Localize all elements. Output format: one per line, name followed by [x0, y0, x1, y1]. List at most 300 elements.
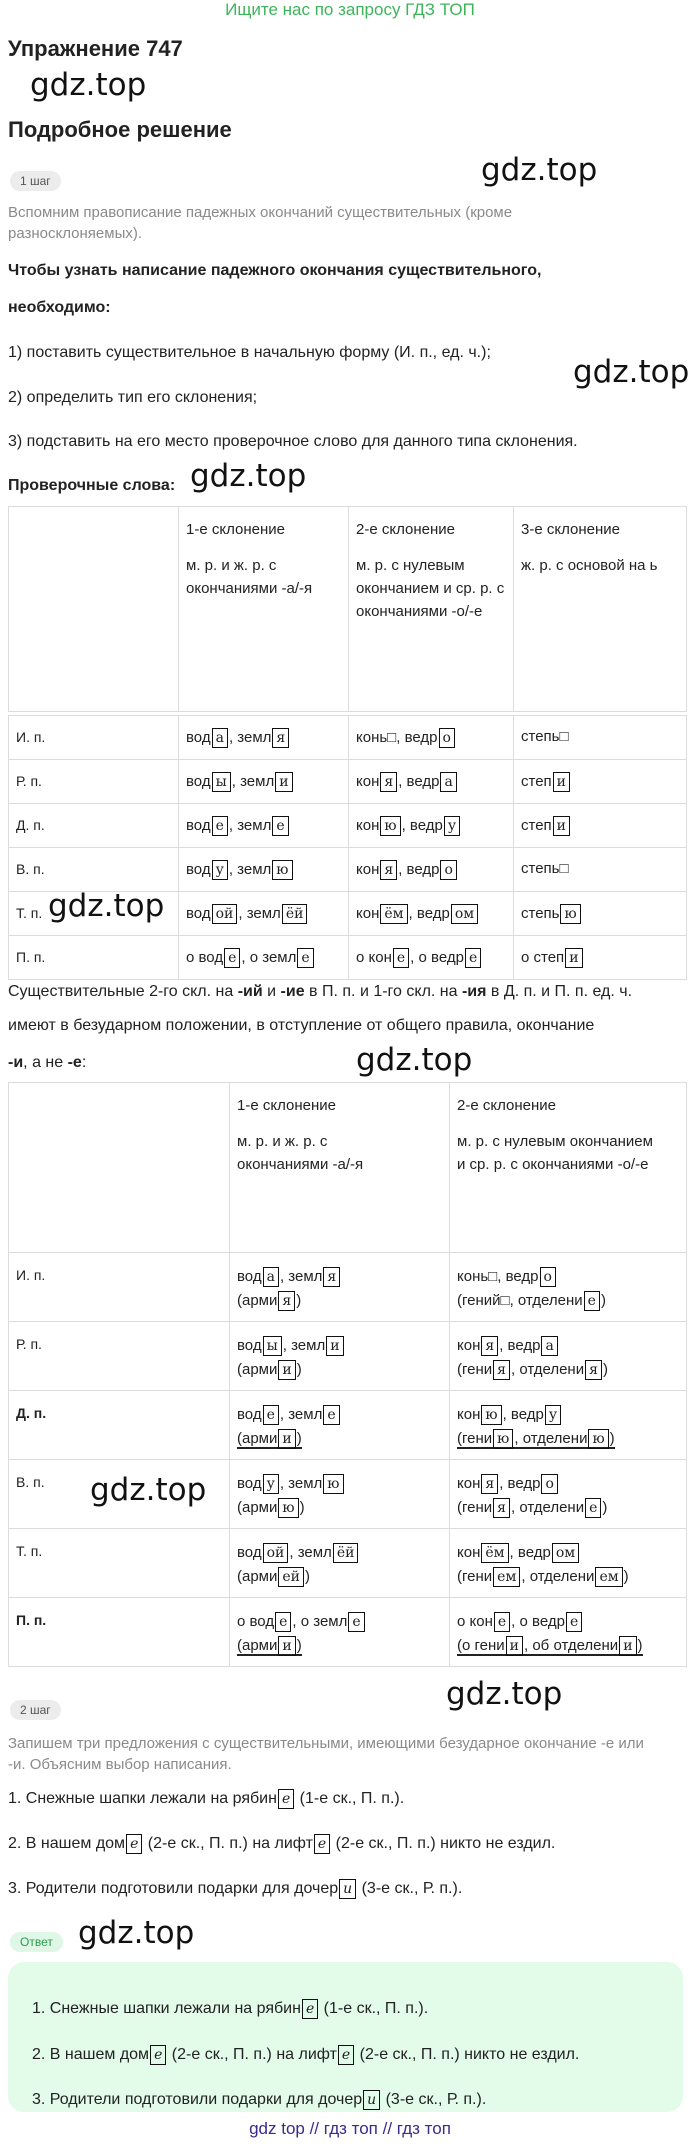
sentence: [8, 1834, 555, 1854]
sentence-text: (2-е ск., П. п.) на лифт: [143, 1835, 313, 1852]
word: [356, 773, 398, 790]
declension-3-cell: [514, 936, 687, 980]
word: [457, 1613, 511, 1630]
word-stem: земл: [246, 905, 281, 922]
answer-sentence: [32, 2045, 579, 2065]
word-stem: кон: [457, 1337, 481, 1354]
ending-box: ю: [560, 904, 580, 924]
word: [356, 905, 409, 922]
ending-box: я: [323, 1267, 340, 1287]
ending-box: о: [541, 1474, 557, 1494]
ending-box: я: [380, 772, 397, 792]
declension-1-cell: [230, 1529, 450, 1598]
column-header-title: 3-е склонение: [521, 521, 620, 538]
word-stem: вод: [237, 1268, 262, 1285]
word-stem: отделени: [519, 1499, 585, 1516]
rule-item: 1) поставить существительное в начальную форму (И. п., ед. ч.);: [8, 344, 491, 361]
word-stem: ): [296, 1637, 302, 1654]
word-stem: ведр: [505, 1268, 539, 1285]
note-paragraph: [8, 980, 688, 1003]
word: [186, 773, 232, 790]
word: [457, 1568, 521, 1585]
word-stem: земл: [291, 1337, 326, 1354]
ending-box: е: [494, 1612, 510, 1632]
note-text: , а не: [23, 1054, 68, 1071]
word: [405, 729, 456, 746]
word-stem: земл: [288, 1268, 323, 1285]
word-stem: ведр: [406, 861, 440, 878]
word-stem: о кон: [457, 1613, 493, 1630]
sentence-text: (3-е ск., Р. п.).: [357, 1880, 463, 1897]
ending-box: ей: [278, 1567, 304, 1587]
word: [457, 1499, 511, 1516]
word: [457, 1361, 511, 1378]
note-ending: -е: [67, 1054, 82, 1071]
declension-1-cell: [230, 1598, 450, 1667]
ending-box: ю: [323, 1474, 343, 1494]
word-stem: (гений□,: [457, 1292, 514, 1309]
watermark: gdz.top: [356, 1042, 473, 1078]
sentence-text: (2-е ск., П. п.) никто не ездил.: [355, 2046, 580, 2063]
rule-item: 3) подставить на его место проверочное слово для данного типа склонения.: [8, 433, 578, 450]
word-stem: ): [299, 1499, 305, 1516]
word: [237, 1430, 302, 1449]
word: [521, 817, 571, 834]
word: [508, 1337, 559, 1354]
column-header: [349, 507, 514, 712]
step-intro: Запишем три предложения с существительными, имеющими безударное окончание -е или -и. Объясним выбор написания.: [8, 1735, 644, 1773]
word-stem: кон: [356, 905, 380, 922]
note-text: в Д. п. и П. п. ед. ч.: [486, 983, 633, 1000]
ending-box: а: [541, 1336, 557, 1356]
word: [521, 949, 584, 966]
word-stem: отделени: [517, 1292, 583, 1309]
ending-box: ы: [212, 772, 231, 792]
declension-2-cell: [450, 1529, 687, 1598]
ending-box: е: [224, 948, 240, 968]
word: [519, 1361, 608, 1378]
ending-box: е: [263, 1405, 279, 1425]
cell-line: кон я , ведр а: [457, 1334, 679, 1358]
declension-2-cell: [450, 1598, 687, 1667]
word: [410, 817, 461, 834]
word: [237, 1613, 292, 1630]
word-stem: вод: [237, 1337, 262, 1354]
word-stem: конь□: [356, 729, 397, 746]
step-chip: 2 шаг: [10, 1700, 61, 1720]
declension-table: [8, 506, 687, 712]
declension-1-cell: [230, 1253, 450, 1322]
word-stem: вод: [186, 861, 211, 878]
word-stem: ): [602, 1361, 608, 1378]
ending-box: у: [263, 1474, 279, 1494]
watermark: gdz.top: [190, 458, 307, 494]
word-stem: отделени: [519, 1361, 585, 1378]
word-stem: степ: [521, 817, 552, 834]
ending-box: ю: [380, 816, 400, 836]
word-stem: ): [637, 1637, 643, 1654]
declension-1-cell: вод е , земл е: [179, 804, 349, 848]
word-stem: о кон: [356, 949, 392, 966]
word: [407, 861, 458, 878]
ending-box: я: [585, 1360, 602, 1380]
word-stem: о земл: [249, 949, 297, 966]
note-ending: -и: [8, 1054, 24, 1071]
sentence-text: 3. Родители подготовили подарки для дочер: [32, 2091, 363, 2108]
ending-box: а: [212, 728, 228, 748]
word-stem: кон: [356, 773, 380, 790]
word-stem: ): [600, 1292, 606, 1309]
ending-box: а: [263, 1267, 279, 1287]
word: [457, 1292, 606, 1309]
word: [511, 1406, 562, 1423]
word-stem: (арми: [237, 1292, 278, 1309]
word: [288, 1268, 341, 1285]
column-header-title: 1-е склонение: [186, 521, 285, 538]
declension-2-cell: кон ю , ведр у: [349, 804, 514, 848]
ending-box: е: [126, 1834, 142, 1854]
ending-box: я: [278, 1291, 295, 1311]
ending-box: ы: [263, 1336, 282, 1356]
sentence-text: 1. Снежные шапки лежали на рябин: [32, 2000, 301, 2017]
word: [237, 1568, 310, 1585]
section-title: Подробное решение: [8, 117, 232, 142]
step-chip: 1 шаг: [10, 171, 61, 191]
word: [288, 1475, 344, 1492]
case-label: Т. п.: [9, 1529, 230, 1598]
word-stem: вод: [186, 773, 211, 790]
word: [457, 1544, 510, 1561]
word: [291, 1337, 344, 1354]
word-stem: ведр: [406, 773, 440, 790]
cell-line: [457, 1565, 679, 1589]
check-words-label: Проверочные слова:: [8, 477, 176, 494]
cell-line: [237, 1565, 442, 1589]
declension-1-cell: вод а , земл я: [179, 716, 349, 760]
word: [457, 1430, 514, 1447]
ending-box: ем: [595, 1567, 622, 1587]
table-row: [9, 716, 687, 760]
word: [237, 1361, 302, 1378]
cell-line: [457, 1427, 679, 1451]
word: [186, 729, 229, 746]
watermark: gdz.top: [573, 354, 690, 390]
declension-1-cell: [230, 1460, 450, 1529]
declension-1-cell: вод у , земл ю: [179, 848, 349, 892]
case-label: П. п.: [9, 1598, 230, 1667]
cell-line: о вод е , о земл е: [237, 1610, 442, 1634]
footer-links[interactable]: gdz top // гдз топ // гдз топ: [249, 2119, 451, 2138]
word-stem: отделени: [522, 1430, 588, 1447]
case-label: П. п.: [9, 936, 179, 980]
sentence: [8, 1879, 462, 1899]
word-stem: вод: [186, 905, 211, 922]
word-stem: ): [305, 1568, 310, 1585]
declension-3-cell: [514, 716, 687, 760]
word: [356, 861, 398, 878]
note-ending: -ия: [461, 983, 487, 1000]
answer-sentence: [32, 1999, 428, 2019]
ending-box: и: [278, 1360, 295, 1380]
word-stem: ведр: [507, 1337, 541, 1354]
ending-box: е: [314, 1834, 330, 1854]
cell-line: [457, 1265, 679, 1289]
word-stem: степь□: [521, 728, 569, 745]
word: [356, 949, 410, 966]
table-corner: [9, 1083, 230, 1253]
word-stem: (гени: [457, 1499, 493, 1516]
column-header-desc: м. р. и ж. р. с окончаниями -а/-я: [237, 1133, 364, 1173]
ending-box: ом: [552, 1543, 579, 1563]
word: [518, 1544, 580, 1561]
word-stem: ведр: [404, 729, 438, 746]
note-ending: -ий: [237, 983, 263, 1000]
rule-heading: Чтобы узнать написание падежного окончания существительного,: [8, 262, 542, 279]
table-row: [9, 1598, 687, 1667]
declension-3-cell: [514, 804, 687, 848]
cell-line: кон ю , ведр у: [457, 1403, 679, 1427]
word-stem: конь□,: [457, 1268, 502, 1285]
word: [288, 1406, 340, 1423]
word-stem: ведр: [510, 1406, 544, 1423]
declension-table-body: [8, 715, 687, 980]
ending-box: и: [363, 2090, 380, 2110]
cell-line: [457, 1496, 679, 1520]
watermark: gdz.top: [446, 1676, 563, 1712]
ending-box: я: [380, 860, 397, 880]
word: [240, 773, 293, 790]
ending-box: и: [278, 1636, 295, 1656]
ending-box: ём: [380, 904, 407, 924]
answer-sentence: [32, 2090, 486, 2110]
word: [521, 905, 582, 922]
word-stem: (арми: [237, 1568, 278, 1585]
watermark: gdz.top: [78, 1915, 195, 1951]
word-stem: о земл: [300, 1613, 348, 1630]
ending-box: ой: [212, 904, 238, 924]
sentence-text: 2. В нашем дом: [32, 2046, 150, 2063]
cell-line: [237, 1289, 442, 1313]
word-stem: ): [296, 1430, 302, 1447]
table-row: [9, 892, 687, 936]
word-stem: кон: [457, 1475, 481, 1492]
word-stem: кон: [356, 817, 380, 834]
table-row: [9, 1253, 687, 1322]
sentence-text: 1. Снежные шапки лежали на рябин: [8, 1790, 277, 1807]
word: [518, 1292, 606, 1309]
word: [521, 773, 571, 790]
declension-3-cell: [514, 760, 687, 804]
word: [298, 1544, 360, 1561]
case-label: И. п.: [9, 1253, 230, 1322]
watermark: gdz.top: [481, 152, 598, 188]
word-stem: земл: [237, 861, 272, 878]
word: [419, 949, 483, 966]
ending-box: е: [585, 1498, 601, 1518]
column-header: [514, 507, 687, 712]
word-stem: отделени: [529, 1568, 595, 1585]
word-stem: степь: [521, 905, 560, 922]
column-header-desc: м. р. с нулевым окончанием и ср. р. с окончаниями -о/-е: [356, 557, 505, 620]
word: [237, 1292, 301, 1309]
ending-box: е: [584, 1291, 600, 1311]
cell-line: [237, 1496, 442, 1520]
word-stem: ведр: [416, 905, 450, 922]
declension-3-cell: [514, 848, 687, 892]
declension-2-cell: [450, 1253, 687, 1322]
watermark: gdz.top: [48, 888, 165, 924]
word: [521, 860, 569, 877]
word-stem: ведр: [507, 1475, 541, 1492]
column-header-title: 2-е склонение: [356, 521, 455, 538]
case-label: Д. п.: [9, 804, 179, 848]
declension-2-cell: [450, 1391, 687, 1460]
column-header-title: 1-е склонение: [237, 1097, 336, 1114]
ending-box: я: [481, 1474, 498, 1494]
word: [186, 949, 241, 966]
word: [237, 1475, 280, 1492]
word: [356, 817, 402, 834]
ending-box: е: [323, 1405, 339, 1425]
word-stem: о вод: [186, 949, 224, 966]
table-row: [9, 760, 687, 804]
ending-box: у: [444, 816, 460, 836]
word-stem: (арми: [237, 1361, 278, 1378]
word: [237, 861, 293, 878]
declension-2-cell: о кон е , о ведр е: [349, 936, 514, 980]
word-stem: (гени: [457, 1568, 493, 1585]
declension-1-cell: вод ой , земл ёй: [179, 892, 349, 936]
sentence-text: 3. Родители подготовили подарки для дочер: [8, 1880, 339, 1897]
cell-line: [457, 1358, 679, 1382]
ending-box: ем: [493, 1567, 520, 1587]
word-stem: ведр: [517, 1544, 551, 1561]
word: [519, 1499, 607, 1516]
word-stem: о степ: [521, 949, 565, 966]
word-stem: вод: [186, 817, 211, 834]
word: [237, 1337, 283, 1354]
word-stem: земл: [237, 729, 272, 746]
word-stem: ведр: [409, 817, 443, 834]
cell-line: [457, 1289, 679, 1313]
case-label: Т. п.: [9, 892, 179, 936]
note-paragraph-line: имеют в безударном положении, в отступление от общего правила, окончание: [8, 1017, 595, 1034]
ending-box: я: [481, 1336, 498, 1356]
table-row: [9, 1391, 687, 1460]
case-label: Д. п.: [9, 1391, 230, 1460]
word-stem: ): [609, 1430, 615, 1447]
cell-line: вод ой , земл ёй: [237, 1541, 442, 1565]
table-row: [9, 848, 687, 892]
table-row: [9, 936, 687, 980]
exceptions-table: [8, 1082, 687, 1253]
cell-line: вод а , земл я: [237, 1265, 442, 1289]
ending-box: ой: [263, 1543, 289, 1563]
declension-3-cell: [514, 892, 687, 936]
word: (о гени и , об отделени и ): [457, 1637, 643, 1654]
word: [530, 1568, 629, 1585]
word-stem: (гени: [457, 1361, 493, 1378]
ending-box: и: [565, 948, 582, 968]
ending-box: е: [338, 2045, 354, 2065]
declension-2-cell: кон я , ведр а: [349, 760, 514, 804]
word-stem: (арми: [237, 1637, 278, 1654]
word: [237, 817, 289, 834]
ending-box: я: [493, 1498, 510, 1518]
ending-box: о: [440, 860, 456, 880]
word: [237, 1268, 280, 1285]
word-stem: ): [296, 1361, 302, 1378]
cell-line: вод ы , земл и: [237, 1334, 442, 1358]
column-header: [179, 507, 349, 712]
note-text: Существительные 2-го скл. на: [8, 983, 238, 1000]
column-header: [230, 1083, 450, 1253]
case-label: В. п.: [9, 1460, 230, 1529]
ending-box: ю: [588, 1429, 608, 1449]
word-stem: земл: [297, 1544, 332, 1561]
ending-box: ом: [451, 904, 478, 924]
word: (гени ю , отделени ю ): [457, 1430, 615, 1447]
word-stem: вод: [186, 729, 211, 746]
top-banner[interactable]: Ищите нас по запросу ГДЗ ТОП: [225, 0, 475, 19]
word: [186, 905, 238, 922]
word-stem: вод: [237, 1544, 262, 1561]
ending-box: е: [302, 1999, 318, 2019]
sentence-text: (2-е ск., П. п.) на лифт: [167, 2046, 337, 2063]
note-paragraph-line: [8, 1054, 86, 1072]
sentence-text: (1-е ск., П. п.).: [295, 1790, 405, 1807]
sentence-text: 2. В нашем дом: [8, 1835, 126, 1852]
word: [520, 1613, 584, 1630]
word: (гени ем , отделени ем ): [457, 1568, 629, 1585]
word-stem: (о гени: [457, 1637, 505, 1654]
column-header-desc: ж. р. с основой на ь: [521, 557, 658, 574]
declension-2-cell: кон я , ведр о: [349, 848, 514, 892]
word-stem: кон: [457, 1406, 481, 1423]
word-stem: об отделени: [532, 1637, 619, 1654]
declension-2-cell: [450, 1460, 687, 1529]
word-stem: (арми: [237, 1499, 278, 1516]
sentence-text: (2-е ск., П. п.) никто не ездил.: [331, 1835, 556, 1852]
rule-heading-cont: необходимо:: [8, 299, 111, 316]
ending-box: и: [339, 1879, 356, 1899]
case-label: Р. п.: [9, 760, 179, 804]
ending-box: е: [393, 948, 409, 968]
cell-line: [237, 1427, 442, 1451]
note-text: и: [262, 983, 281, 1000]
word-stem: ): [623, 1568, 629, 1585]
cell-line: о кон е , о ведр е: [457, 1610, 679, 1634]
ending-box: е: [297, 948, 313, 968]
ending-box: и: [619, 1636, 636, 1656]
word: [457, 1337, 499, 1354]
ending-box: ёй: [282, 904, 308, 924]
ending-box: е: [212, 816, 228, 836]
ending-box: у: [212, 860, 228, 880]
ending-box: у: [545, 1405, 561, 1425]
word: [186, 861, 229, 878]
word-stem: о ведр: [519, 1613, 565, 1630]
sentence: [8, 1789, 404, 1809]
declension-1-cell: [230, 1391, 450, 1460]
exceptions-table-body: [8, 1252, 687, 1667]
column-header-desc: м. р. с нулевым окончанием и ср. р. с окончаниями -о/-е: [457, 1133, 653, 1173]
ending-box: е: [272, 816, 288, 836]
rule-item: 2) определить тип его склонения;: [8, 389, 258, 406]
word-stem: о вод: [237, 1613, 275, 1630]
word-stem: степ: [521, 773, 552, 790]
word: [457, 1475, 499, 1492]
